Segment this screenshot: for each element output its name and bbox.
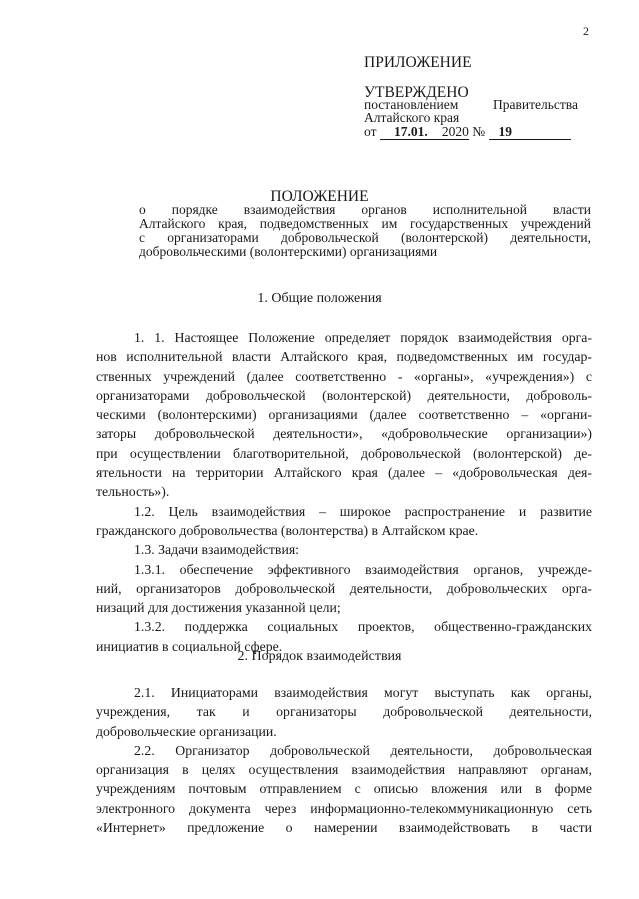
appendix-title: ПРИЛОЖЕНИЕ xyxy=(364,54,472,71)
paragraph-line: 1.3. Задачи взаимодействия: xyxy=(134,542,300,558)
paragraph-line: организаторами добровольческой (волонтерской) деятельности, доброволь- xyxy=(96,387,592,403)
paragraph-line: гражданского добровольчества (волонтерства) в Алтайском крае. xyxy=(96,522,479,538)
approved-by-line1-b: Правительства xyxy=(493,97,578,112)
from-label: от xyxy=(364,124,377,139)
approval-date: 17.01. xyxy=(380,125,442,140)
paragraph-line: 1.3.1. обеспечение эффективного взаимодействия органов, учрежде- xyxy=(134,561,592,577)
subtitle-line: с организаторами добровольческой (волонтерской) деятельности, xyxy=(139,230,591,245)
approval-date-line xyxy=(364,124,571,140)
paragraph-line: 2.1. Инициаторами взаимодействия могут выступать как органы, xyxy=(134,685,592,700)
section2-heading: 2. Порядок взаимодействия xyxy=(237,649,402,664)
number-label: № xyxy=(472,124,486,139)
paragraph-line: ний, организаторов добровольческой деятельности, добровольческих орга- xyxy=(96,580,592,596)
paragraph-line: низаций для достижения указанной цели; xyxy=(96,600,341,616)
section2-body xyxy=(96,683,592,837)
paragraph-line: электронного документа через информационно-телекоммуникационную сеть xyxy=(96,800,592,816)
paragraph-line: 1.3.2. поддержка социальных проектов, общественно-гражданских xyxy=(134,619,592,635)
page-number: 2 xyxy=(583,24,589,38)
paragraph-line: нов исполнительной власти Алтайского края, подведомственных им государ- xyxy=(96,349,592,365)
approved-by-line2: Алтайского края xyxy=(364,110,460,125)
paragraph-line: тельность»). xyxy=(96,484,170,500)
paragraph-line: учреждения, так и организаторы добровольческой деятельности, xyxy=(96,704,592,720)
approved-by-line1-a: постановлением xyxy=(364,97,459,112)
paragraph-line: организация в целях осуществления взаимодействия направляют органам, xyxy=(96,762,592,778)
paragraph-line: 1. 1. Настоящее Положение определяет порядок взаимодействия орга- xyxy=(134,330,592,345)
paragraph-line: при осуществлении благотворительной, добровольческой (волонтерской) де- xyxy=(96,445,592,461)
paragraph-line: заторы добровольческой деятельности», «добровольческие организации») xyxy=(96,426,592,442)
paragraph-line: «Интернет» предложение о намерении взаимодействовать в части xyxy=(96,820,592,836)
subtitle-line: добровольческими (волонтерскими) организациями xyxy=(139,244,438,259)
approval-year: 2020 xyxy=(441,124,469,139)
paragraph-line: учреждениям почтовым отправлением с описью вложения или в форме xyxy=(96,781,592,797)
paragraph-line: ятельности на территории Алтайского края (далее – «добровольческая дея- xyxy=(96,465,592,481)
subtitle-line: Алтайского края, подведомственных им государственных учреждений xyxy=(139,216,591,231)
document-subtitle xyxy=(139,203,591,259)
paragraph-line: добровольческие организации. xyxy=(96,723,277,739)
paragraph-line: ческими (волонтерскими) организациями (далее соответственно – «органи- xyxy=(96,407,592,423)
paragraph-line: ственных учреждений (далее соответственно - «органы», «учреждения») с xyxy=(96,368,592,384)
paragraph-line: 2.2. Организатор добровольческой деятельности, добровольческая xyxy=(134,742,592,758)
approval-number: 19 xyxy=(489,125,571,140)
paragraph-line: 1.2. Цель взаимодействия – широкое распространение и развитие xyxy=(134,503,592,519)
subtitle-line: о порядке взаимодействия органов исполнительной власти xyxy=(139,202,591,217)
document-title: ПОЛОЖЕНИЕ xyxy=(270,188,369,205)
section1-heading: 1. Общие положения xyxy=(257,291,382,306)
paragraph-line: инициатив в социальной сфере. xyxy=(96,638,283,654)
approved-label: УТВЕРЖДЕНО xyxy=(364,84,469,101)
section1-body xyxy=(96,328,592,656)
